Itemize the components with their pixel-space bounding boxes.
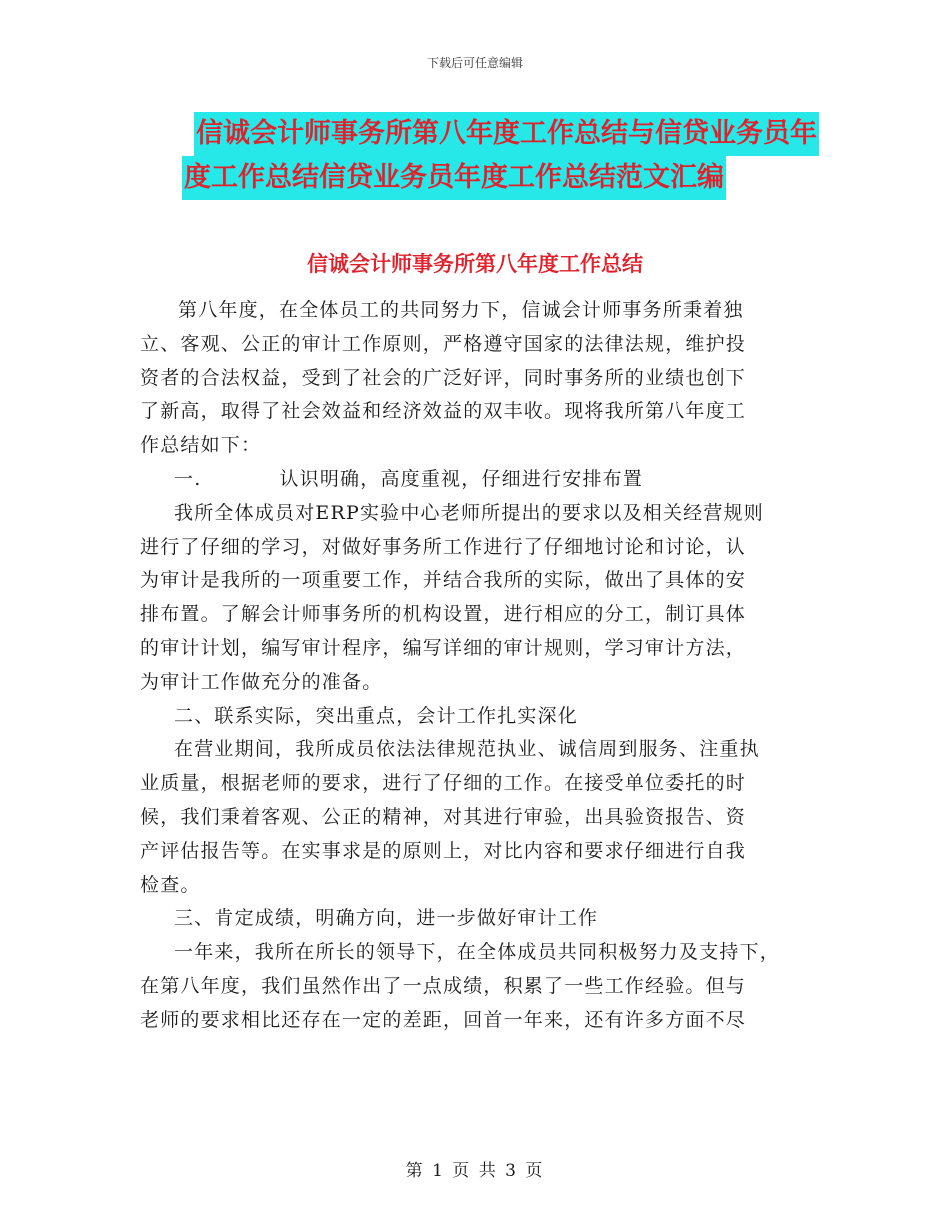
header-note: 下载后可任意编辑 <box>426 56 523 70</box>
paragraph-4-line: 一年来，我所在所长的领导下，在全体成员共同积极努力及支持下， <box>174 941 781 964</box>
paragraph-4-line: 在第八年度，我们虽然作出了一点成绩，积累了一些工作经验。但与 <box>140 974 747 997</box>
paragraph-3-line: 检查。 <box>140 873 201 896</box>
paragraph-2-line: 我所全体成员对ERP实验中心老师所提出的要求以及相关经营规则 <box>174 501 764 524</box>
document-title-line-1: 信诚会计师事务所第八年度工作总结与信贷业务员年 <box>194 112 819 156</box>
paragraph-1-line: 资者的合法权益，受到了社会的广泛好评，同时事务所的业绩也创下 <box>140 366 747 389</box>
heading-1-text: 认识明确，高度重视，仔细进行安排布置 <box>279 467 644 490</box>
heading-3: 三、肯定成绩，明确方向，进一步做好审计工作 <box>174 907 599 930</box>
heading-1-number: 一. <box>174 467 202 490</box>
section-title: 信诚会计师事务所第八年度工作总结 <box>307 252 643 276</box>
paragraph-2-line: 排布置。了解会计师事务所的机构设置，进行相应的分工，制订具体 <box>140 603 747 626</box>
paragraph-1-line: 作总结如下： <box>140 434 262 457</box>
paragraph-2-line: 进行了仔细的学习，对做好事务所工作进行了仔细地讨论和讨论，认 <box>140 535 747 558</box>
heading-2: 二、联系实际，突出重点，会计工作扎实深化 <box>174 704 579 727</box>
page-footer: 第 1 页 共 3 页 <box>405 1161 545 1181</box>
paragraph-2-line: 为审计是我所的一项重要工作，并结合我所的实际，做出了具体的安 <box>140 569 747 592</box>
paragraph-3-line: 业质量，根据老师的要求，进行了仔细的工作。在接受单位委托的时 <box>140 772 747 795</box>
paragraph-3-line: 在营业期间，我所成员依法法律规范执业、诚信周到服务、注重执 <box>174 738 760 761</box>
paragraph-1-line: 第八年度，在全体员工的共同努力下，信诚会计师事务所秉着独 <box>178 299 744 321</box>
heading-1 <box>140 463 820 497</box>
paragraph-2-line: 的审计计划，编写审计程序，编写详细的审计规则，学习审计方法， <box>140 636 747 659</box>
paragraph-3-line: 产评估报告等。在实事求是的原则上，对比内容和要求仔细进行自我 <box>140 839 747 862</box>
paragraph-2-line: 为审计工作做充分的准备。 <box>140 670 383 693</box>
document-title-line-2: 度工作总结信贷业务员年度工作总结范文汇编 <box>182 156 726 200</box>
document-title <box>182 112 822 200</box>
paragraph-4-line: 老师的要求相比还存在一定的差距，回首一年来，还有许多方面不尽 <box>140 1008 747 1031</box>
paragraph-3-line: 候，我们秉着客观、公正的精神，对其进行审验，出具验资报告、资 <box>140 805 747 828</box>
paragraph-1-line: 了新高，取得了社会效益和经济效益的双丰收。现将我所第八年度工 <box>140 400 747 423</box>
document-body <box>140 294 820 1038</box>
paragraph-1-line: 立、客观、公正的审计工作原则，严格遵守国家的法律法规，维护投 <box>140 332 747 355</box>
